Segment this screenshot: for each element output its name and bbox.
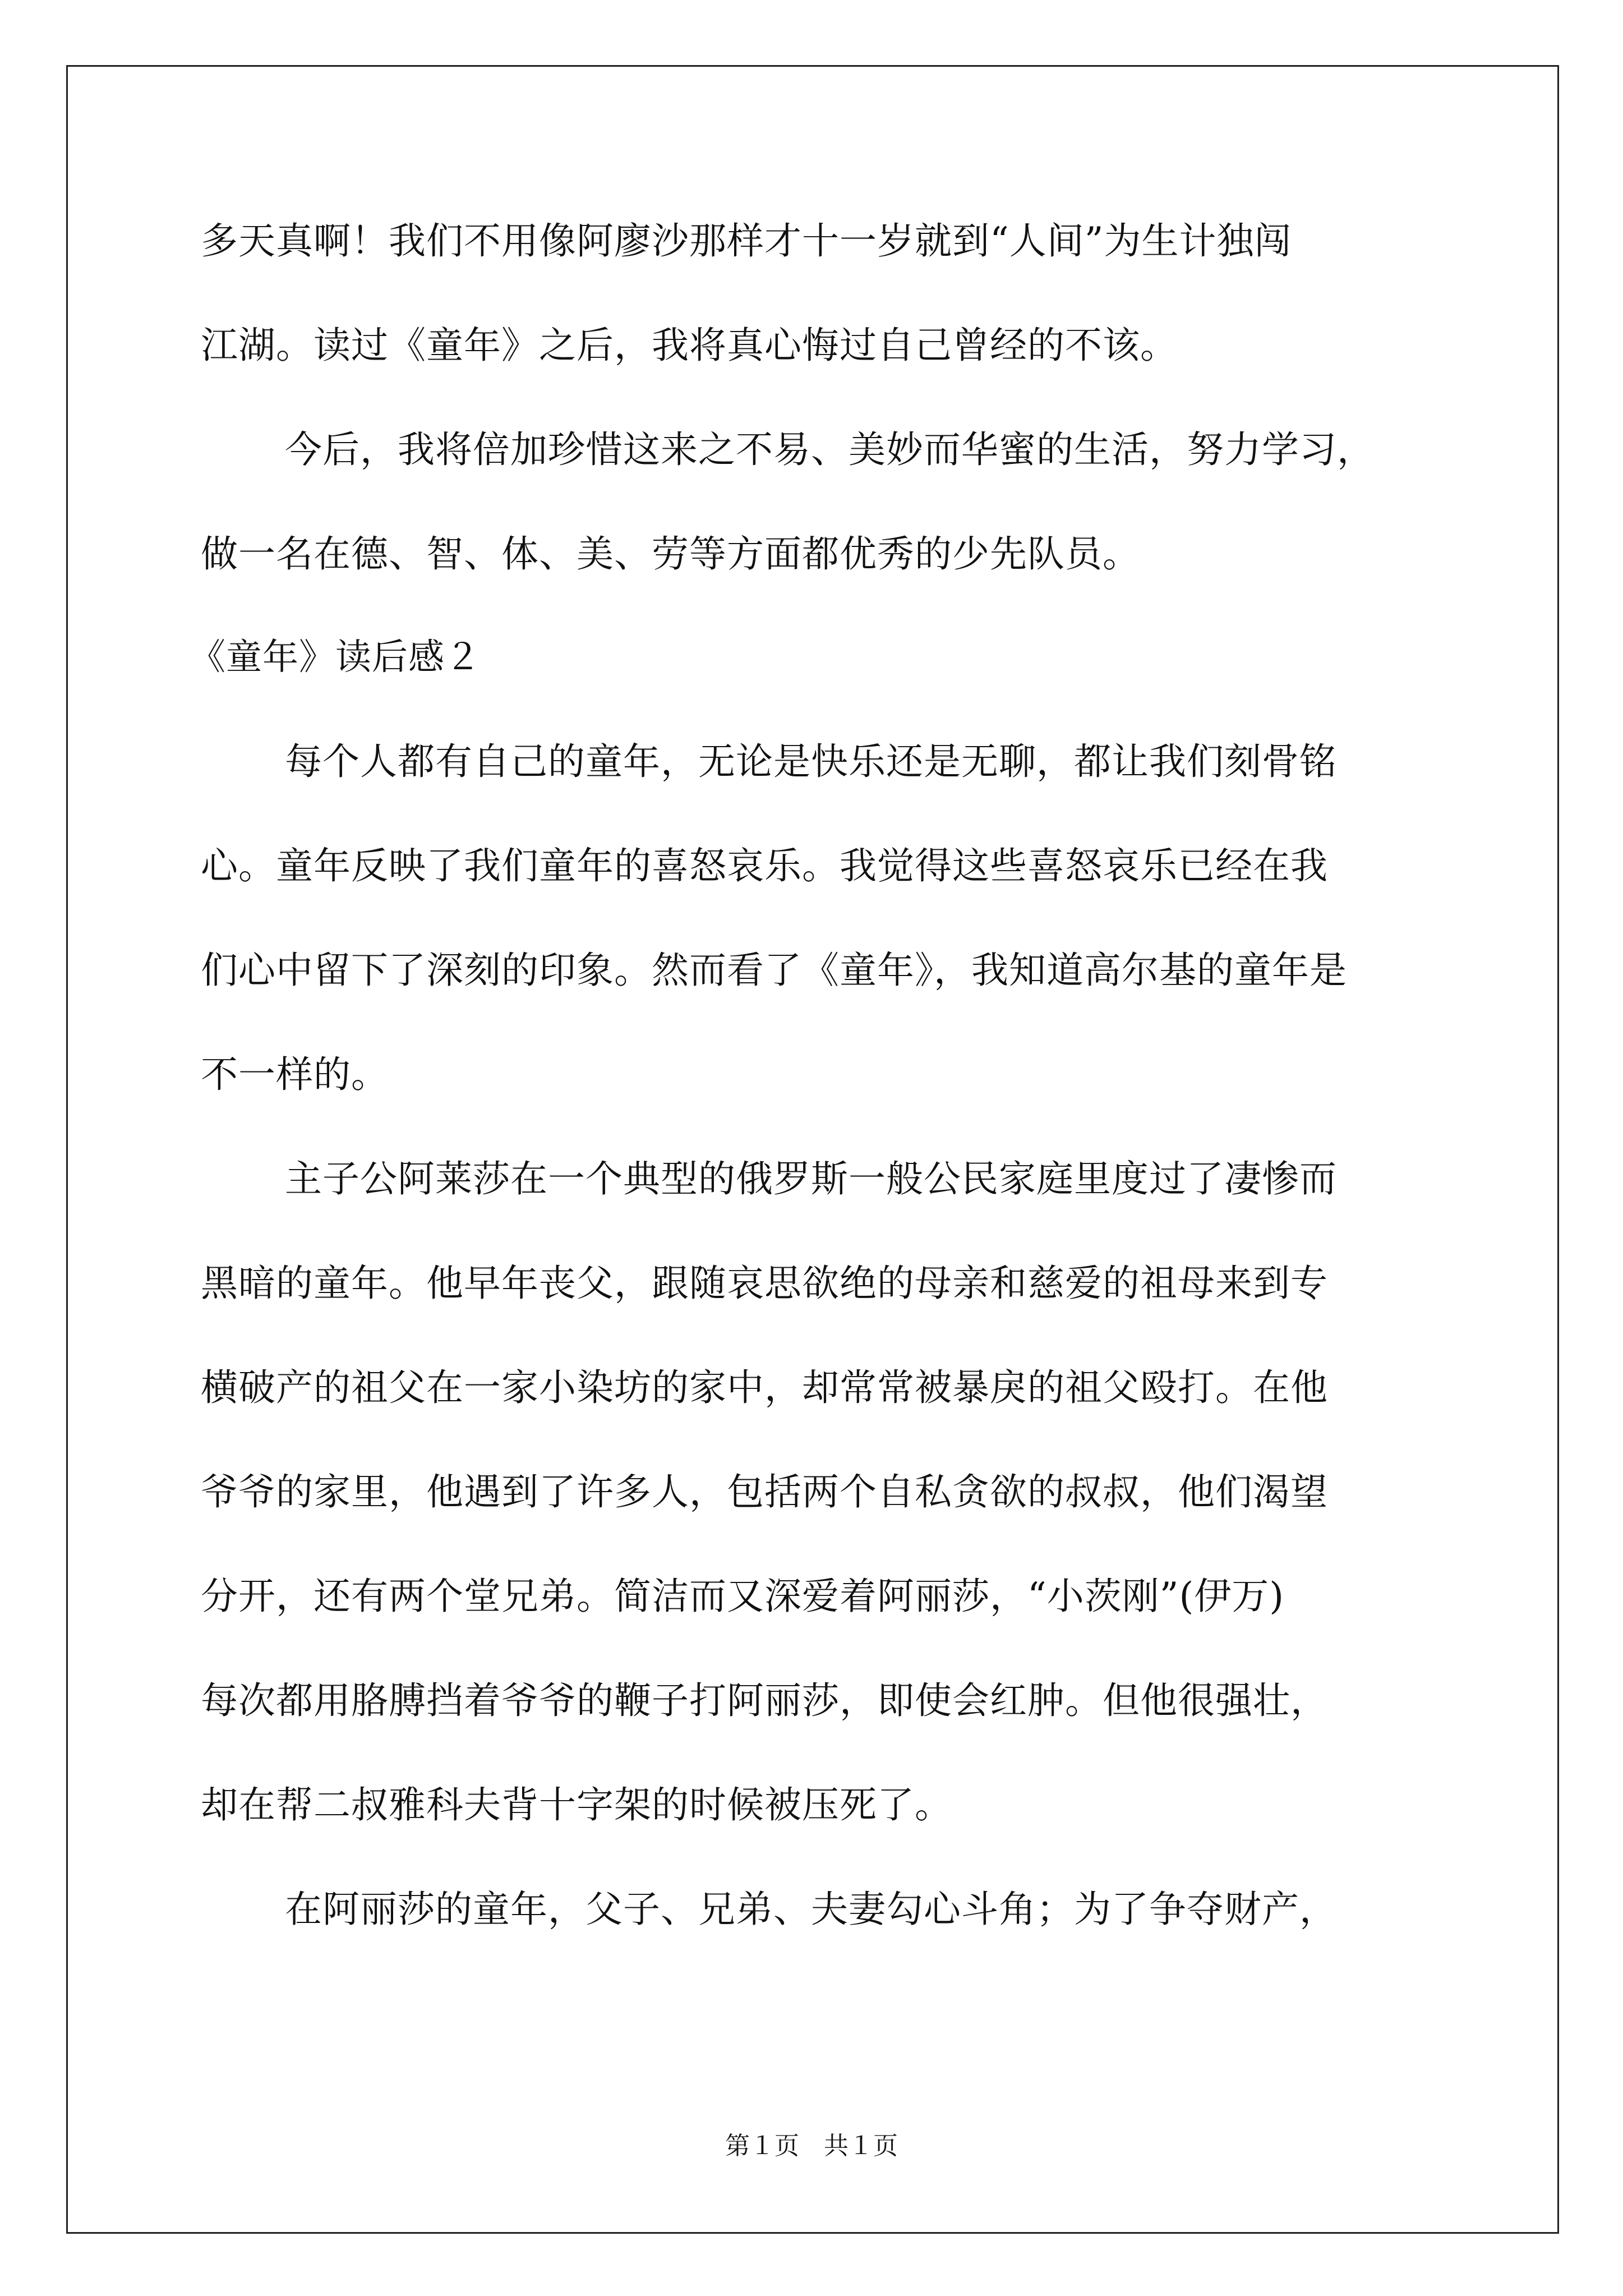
- text-line: 分开，还有两个堂兄弟。简洁而又深爱着阿丽莎，“小茨刚”(伊万): [201, 1575, 1284, 1618]
- text-line: 江湖。读过《童年》之后，我将真心悔过自己曾经的不该。: [201, 324, 1178, 367]
- text-line: 却在帮二叔雅科夫背十字架的时候被压死了。: [201, 1783, 952, 1826]
- text-line: 每个人都有自己的童年，无论是快乐还是无聊，都让我们刻骨铭: [285, 740, 1337, 783]
- text-line: 做一名在德、智、体、美、劳等方面都优秀的少先队员。: [201, 532, 1140, 576]
- page-number-footer: 第１页 共１页: [725, 2132, 898, 2160]
- text-line: 们心中留下了深刻的印象。然而看了《童年》，我知道高尔基的童年是: [201, 949, 1347, 992]
- text-line: 横破产的祖父在一家小染坊的家中，却常常被暴戾的祖父殴打。在他: [201, 1366, 1328, 1409]
- text-line: 每次都用胳膊挡着爷爷的鞭子打阿丽莎，即使会红肿。但他很强壮，: [201, 1679, 1328, 1722]
- text-line: 心。童年反映了我们童年的喜怒哀乐。我觉得这些喜怒哀乐已经在我: [201, 844, 1328, 887]
- text-line: 多天真啊！我们不用像阿廖沙那样才十一岁就到“人间”为生计独闯: [201, 219, 1292, 263]
- section-heading: 《童年》读后感２: [190, 637, 481, 678]
- text-line: 在阿丽莎的童年，父子、兄弟、夫妻勾心斗角；为了争夺财产，: [285, 1888, 1337, 1931]
- text-line: 不一样的。: [201, 1053, 389, 1096]
- text-line: 爷爷的家里，他遇到了许多人，包括两个自私贪欲的叔叔，他们渴望: [201, 1470, 1328, 1513]
- text-line: 主子公阿莱莎在一个典型的俄罗斯一般公民家庭里度过了凄惨而: [285, 1157, 1337, 1200]
- text-line: 今后，我将倍加珍惜这来之不易、美妙而华蜜的生活，努力学习，: [285, 428, 1375, 471]
- text-line: 黑暗的童年。他早年丧父，跟随哀思欲绝的母亲和慈爱的祖母来到专: [201, 1262, 1328, 1305]
